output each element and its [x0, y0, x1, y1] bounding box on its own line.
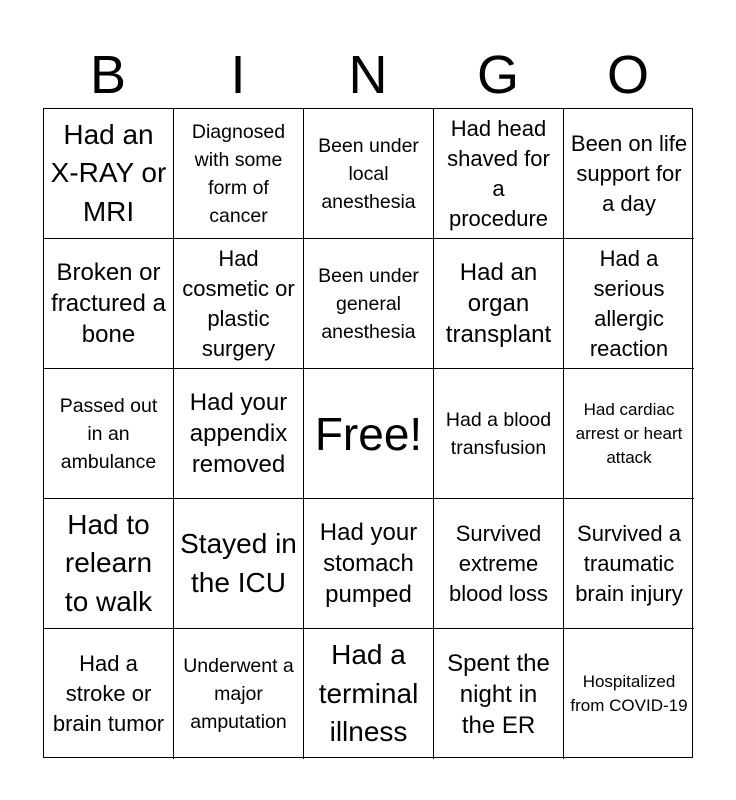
cell-text: Passed out in an ambulance [59, 394, 158, 473]
header-letter-b: B [89, 45, 127, 105]
bingo-cell[interactable] [44, 109, 174, 239]
bingo-cell[interactable] [564, 369, 694, 499]
bingo-cell[interactable] [304, 629, 434, 759]
cell-text: Had your appendix removed [189, 389, 288, 478]
header-letter-g: G [476, 45, 519, 105]
bingo-cell[interactable] [564, 109, 694, 239]
free-space-cell[interactable] [304, 369, 434, 499]
bingo-cell[interactable] [174, 629, 304, 759]
bingo-cell[interactable] [174, 499, 304, 629]
cell-text: Hospitalized from COVID-19 [570, 672, 688, 715]
header-letter-n: N [348, 45, 388, 105]
bingo-cell[interactable] [434, 499, 564, 629]
bingo-cell[interactable] [564, 499, 694, 629]
cell-text: Had a terminal illness [318, 639, 419, 748]
bingo-cell[interactable] [44, 629, 174, 759]
cell-text: Broken or fractured a bone [51, 259, 166, 348]
cell-text: Been under general anesthesia [318, 264, 419, 343]
cell-text: Had cosmetic or plastic surgery [182, 245, 295, 361]
bingo-cell[interactable] [174, 239, 304, 369]
bingo-cell[interactable] [434, 239, 564, 369]
bingo-cell[interactable] [174, 109, 304, 239]
bingo-cell[interactable] [304, 499, 434, 629]
cell-text: Had to relearn to walk [64, 508, 153, 617]
bingo-cell[interactable] [564, 239, 694, 369]
header-letter-i: I [230, 45, 246, 105]
cell-text: Survived extreme blood loss [448, 520, 549, 606]
bingo-grid [43, 108, 693, 758]
cell-text: Had a blood transfusion [445, 408, 552, 459]
cell-text: Diagnosed with some form of cancer [191, 120, 286, 227]
cell-text: Survived a traumatic brain injury [575, 520, 683, 606]
cell-text: Had a stroke or brain tumor [52, 651, 165, 736]
bingo-cell[interactable] [434, 369, 564, 499]
bingo-cell[interactable] [44, 239, 174, 369]
cell-text: Had an organ transplant [445, 259, 552, 348]
cell-text: Spent the night in the ER [447, 649, 550, 739]
bingo-cell[interactable] [434, 629, 564, 759]
bingo-cell[interactable] [44, 499, 174, 629]
cell-text: Had your stomach pumped [319, 519, 418, 608]
cell-text: Been under local anesthesia [318, 134, 419, 213]
free-space-text: Free! [314, 407, 423, 460]
bingo-cell[interactable] [304, 239, 434, 369]
bingo-cell[interactable] [304, 109, 434, 239]
cell-text: Had cardiac arrest or heart attack [575, 399, 683, 467]
bingo-cell[interactable] [44, 369, 174, 499]
header-letter-o: O [606, 45, 649, 105]
cell-text: Had an X-RAY or MRI [50, 118, 167, 227]
cell-text: Stayed in the ICU [180, 528, 297, 598]
cell-text: Had a serious allergic reaction [589, 245, 669, 361]
cell-text: Been on life support for a day [570, 130, 688, 216]
bingo-cell[interactable] [174, 369, 304, 499]
bingo-header [43, 44, 693, 106]
bingo-cell[interactable] [434, 109, 564, 239]
cell-text: Had head shaved for a procedure [447, 115, 550, 231]
bingo-cell[interactable] [564, 629, 694, 759]
cell-text: Underwent a major amputation [183, 655, 294, 733]
